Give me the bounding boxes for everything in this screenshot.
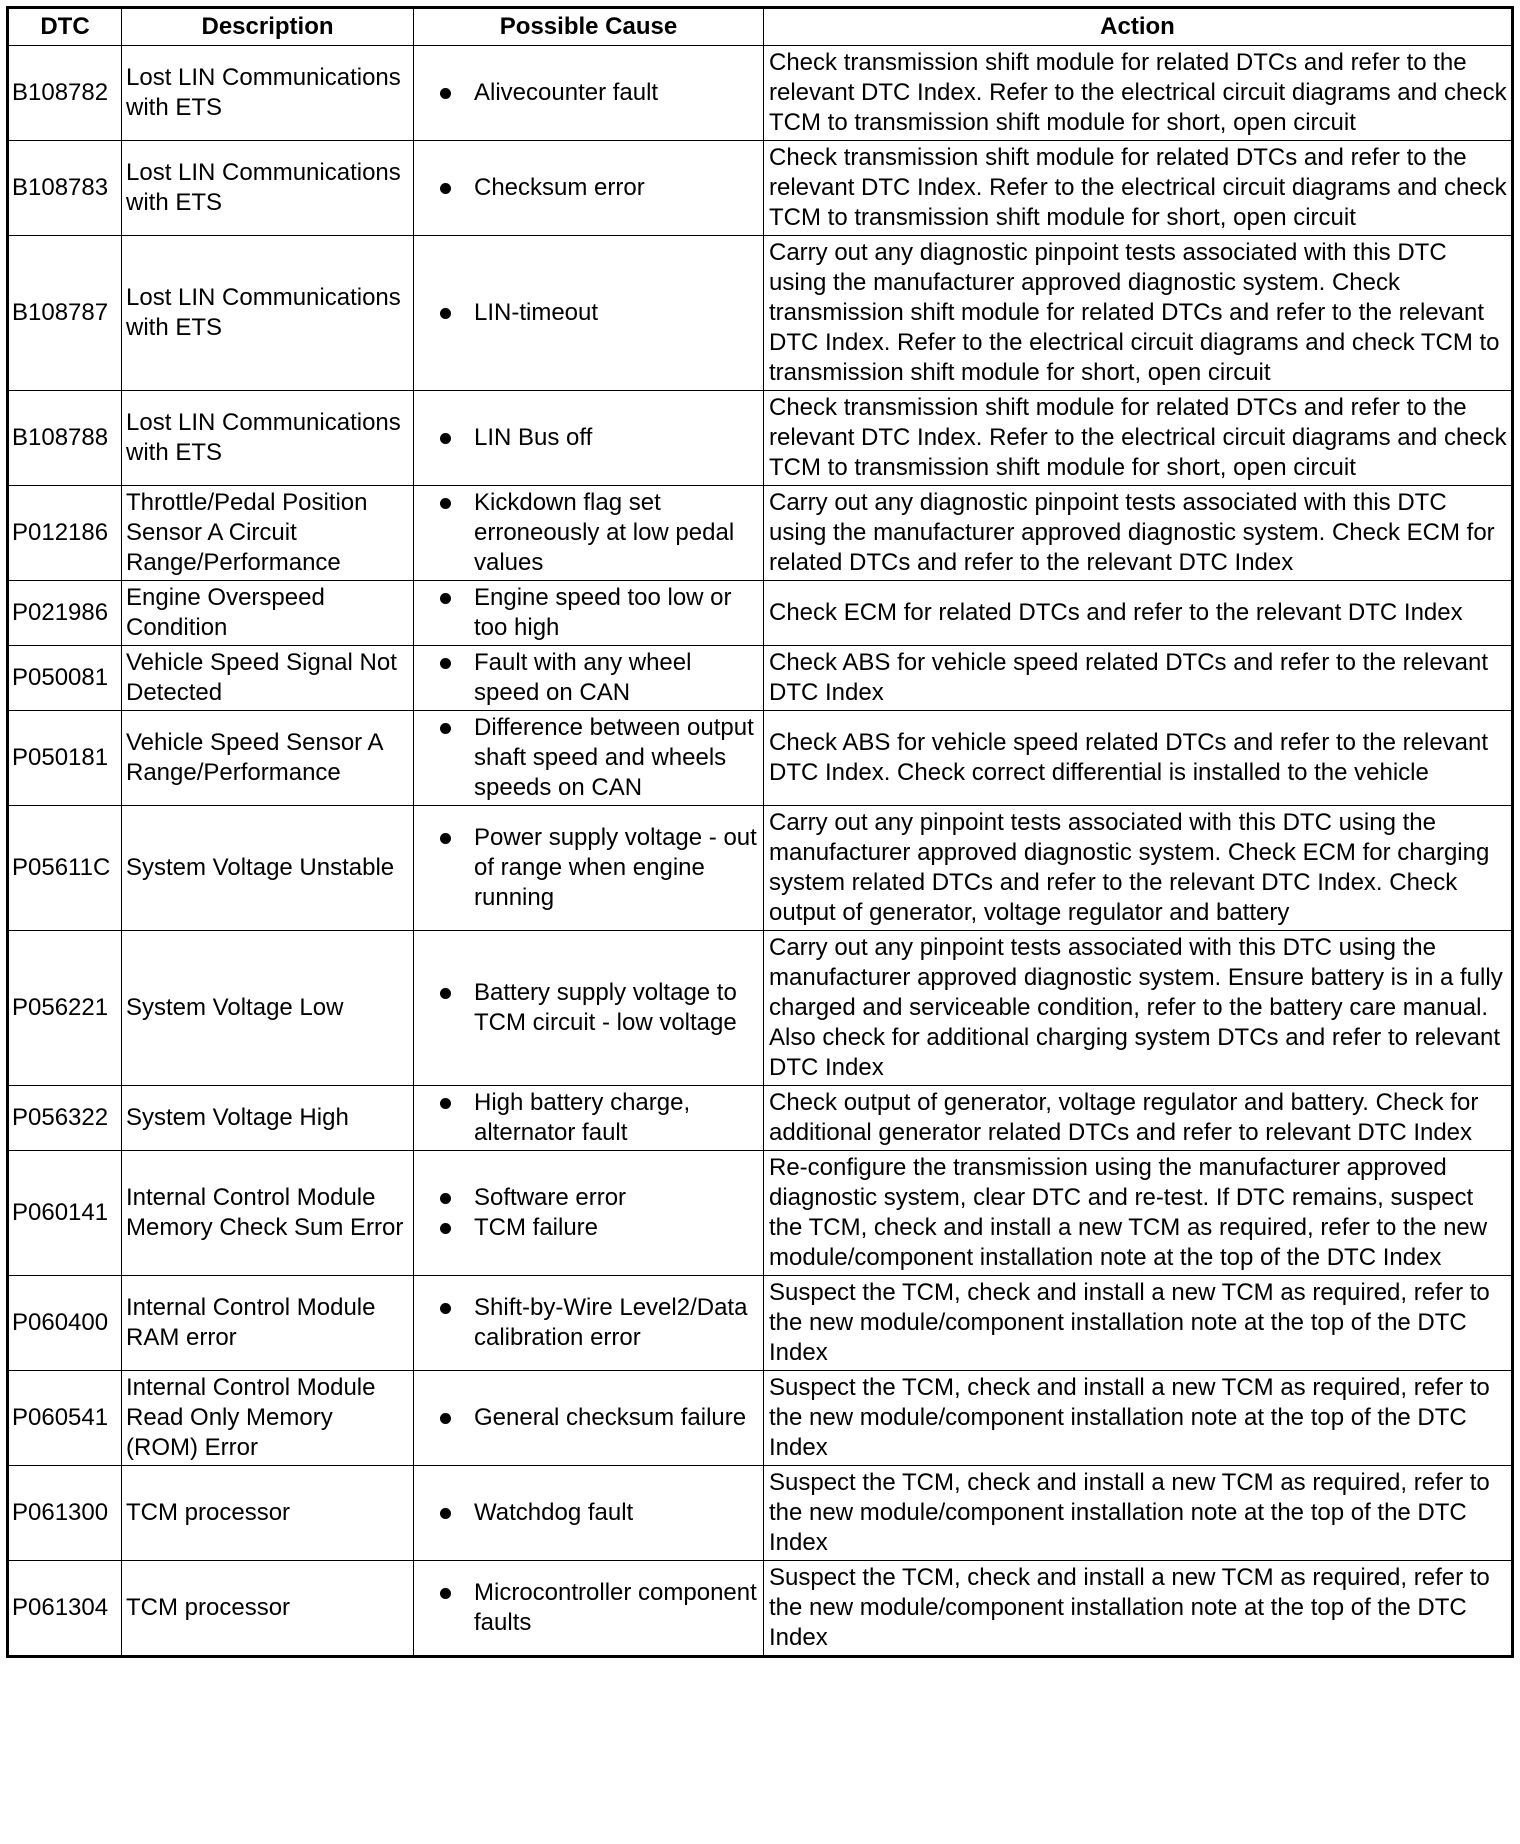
dtc-action: Carry out any pinpoint tests associated with this DTC using the manufacturer approved diagnostic system. Check ECM for charging system related DTCs and refer to the relevant DTC Index. Check output of generator, voltage regulator and battery <box>764 806 1513 931</box>
dtc-description: TCM processor <box>122 1561 414 1657</box>
bullet-icon <box>440 498 451 509</box>
table-row <box>8 391 1513 486</box>
table-row <box>8 1151 1513 1276</box>
dtc-action: Re-configure the transmission using the manufacturer approved diagnostic system, clear DTC and re-test. If DTC remains, suspect the TCM, check and install a new TCM as required, refer to the new module/component installation note at the top of the DTC Index <box>764 1151 1513 1276</box>
possible-cause-list <box>418 1293 759 1353</box>
possible-cause-list <box>418 978 759 1038</box>
table-row <box>8 46 1513 141</box>
possible-cause-text: TCM failure <box>474 1214 599 1241</box>
possible-cause-list <box>418 648 759 708</box>
dtc-action: Check transmission shift module for related DTCs and refer to the relevant DTC Index. Refer to the electrical circuit diagrams and check TCM to transmission shift module for short, open circuit <box>764 391 1513 486</box>
dtc-action: Suspect the TCM, check and install a new TCM as required, refer to the new module/component installation note at the top of the DTC Index <box>764 1371 1513 1466</box>
dtc-action: Check transmission shift module for related DTCs and refer to the relevant DTC Index. Refer to the electrical circuit diagrams and check TCM to transmission shift module for short, open circuit <box>764 141 1513 236</box>
dtc-code: P060141 <box>8 1151 122 1276</box>
possible-cause-text: Fault with any wheel speed on CAN <box>474 649 692 706</box>
bullet-icon <box>440 723 451 734</box>
bullet-icon <box>440 308 451 319</box>
possible-cause-cell <box>414 581 764 646</box>
dtc-code: P061304 <box>8 1561 122 1657</box>
dtc-description: Lost LIN Communications with ETS <box>122 141 414 236</box>
dtc-code: B108788 <box>8 391 122 486</box>
dtc-description: TCM processor <box>122 1466 414 1561</box>
possible-cause-cell <box>414 1276 764 1371</box>
possible-cause-list <box>418 1088 759 1148</box>
possible-cause-list <box>418 423 759 453</box>
table-row <box>8 1276 1513 1371</box>
possible-cause-list <box>418 488 759 578</box>
dtc-description: Lost LIN Communications with ETS <box>122 46 414 141</box>
table-row <box>8 141 1513 236</box>
dtc-code: P012186 <box>8 486 122 581</box>
dtc-action: Check ABS for vehicle speed related DTCs and refer to the relevant DTC Index <box>764 646 1513 711</box>
possible-cause-item <box>440 78 759 108</box>
dtc-action: Check output of generator, voltage regulator and battery. Check for additional generator related DTCs and refer to relevant DTC Index <box>764 1086 1513 1151</box>
possible-cause-list <box>418 173 759 203</box>
possible-cause-list <box>418 1183 759 1243</box>
bullet-icon <box>440 1413 451 1424</box>
table-row <box>8 711 1513 806</box>
possible-cause-text: Battery supply voltage to TCM circuit - low voltage <box>474 979 737 1036</box>
possible-cause-item <box>440 583 759 643</box>
possible-cause-cell <box>414 141 764 236</box>
dtc-action: Check ABS for vehicle speed related DTCs and refer to the relevant DTC Index. Check correct differential is installed to the vehicle <box>764 711 1513 806</box>
possible-cause-cell <box>414 931 764 1086</box>
possible-cause-cell <box>414 711 764 806</box>
dtc-action: Carry out any diagnostic pinpoint tests associated with this DTC using the manufacturer approved diagnostic system. Check transmission shift module for related DTCs and refer to the relevant DTC Index. Refer to the electrical circuit diagrams and check TCM to transmission shift module for short, open circuit <box>764 236 1513 391</box>
dtc-document <box>6 6 1511 1658</box>
possible-cause-cell <box>414 806 764 931</box>
dtc-description: System Voltage High <box>122 1086 414 1151</box>
dtc-description: Lost LIN Communications with ETS <box>122 236 414 391</box>
possible-cause-list <box>418 298 759 328</box>
possible-cause-text: Software error <box>474 1184 627 1211</box>
possible-cause-item <box>440 173 759 203</box>
possible-cause-text: General checksum failure <box>474 1404 747 1431</box>
dtc-code: P05611C <box>8 806 122 931</box>
bullet-icon <box>440 88 451 99</box>
possible-cause-cell <box>414 1466 764 1561</box>
possible-cause-cell <box>414 1086 764 1151</box>
dtc-code: P021986 <box>8 581 122 646</box>
table-row <box>8 931 1513 1086</box>
table-row <box>8 581 1513 646</box>
possible-cause-list <box>418 823 759 913</box>
dtc-code: B108782 <box>8 46 122 141</box>
possible-cause-text: Difference between output shaft speed and wheels speeds on CAN <box>474 714 754 801</box>
table-body <box>8 46 1513 1657</box>
possible-cause-list <box>418 583 759 643</box>
possible-cause-text: Power supply voltage - out of range when engine running <box>474 824 757 911</box>
possible-cause-item <box>440 1183 759 1213</box>
dtc-table <box>6 6 1514 1658</box>
possible-cause-text: Alivecounter fault <box>474 79 659 106</box>
header-dtc: DTC <box>8 8 122 46</box>
bullet-icon <box>440 1303 451 1314</box>
possible-cause-item <box>440 488 759 578</box>
possible-cause-text: Watchdog fault <box>474 1499 634 1526</box>
possible-cause-text: Checksum error <box>474 174 645 201</box>
possible-cause-item <box>440 648 759 708</box>
dtc-description: System Voltage Low <box>122 931 414 1086</box>
dtc-code: P050081 <box>8 646 122 711</box>
possible-cause-item <box>440 713 759 803</box>
possible-cause-item <box>440 1088 759 1148</box>
table-row <box>8 806 1513 931</box>
possible-cause-item <box>440 1498 759 1528</box>
possible-cause-item <box>440 978 759 1038</box>
bullet-icon <box>440 1508 451 1519</box>
possible-cause-text: Kickdown flag set erroneously at low pedal values <box>474 489 735 576</box>
bullet-icon <box>440 1588 451 1599</box>
possible-cause-text: High battery charge, alternator fault <box>474 1089 691 1146</box>
possible-cause-text: LIN Bus off <box>474 424 593 451</box>
possible-cause-list <box>418 713 759 803</box>
bullet-icon <box>440 1098 451 1109</box>
bullet-icon <box>440 1223 451 1234</box>
dtc-description: Internal Control Module Read Only Memory (ROM) Error <box>122 1371 414 1466</box>
possible-cause-list <box>418 1498 759 1528</box>
dtc-action: Carry out any diagnostic pinpoint tests associated with this DTC using the manufacturer approved diagnostic system. Check ECM for related DTCs and refer to the relevant DTC Index <box>764 486 1513 581</box>
possible-cause-list <box>418 1578 759 1638</box>
table-row <box>8 486 1513 581</box>
possible-cause-cell <box>414 1371 764 1466</box>
possible-cause-cell <box>414 1561 764 1657</box>
dtc-code: P061300 <box>8 1466 122 1561</box>
dtc-code: B108783 <box>8 141 122 236</box>
dtc-code: P050181 <box>8 711 122 806</box>
table-row <box>8 1086 1513 1151</box>
possible-cause-text: Microcontroller component faults <box>474 1579 757 1636</box>
dtc-action: Carry out any pinpoint tests associated with this DTC using the manufacturer approved diagnostic system. Ensure battery is in a fully charged and serviceable condition, refer to the battery care manual. Also check for additional charging system DTCs and refer to relevant DTC Index <box>764 931 1513 1086</box>
possible-cause-cell <box>414 46 764 141</box>
dtc-description: Internal Control Module Memory Check Sum Error <box>122 1151 414 1276</box>
possible-cause-item <box>440 298 759 328</box>
bullet-icon <box>440 1193 451 1204</box>
table-row <box>8 646 1513 711</box>
bullet-icon <box>440 833 451 844</box>
header-possible-cause: Possible Cause <box>414 8 764 46</box>
table-row <box>8 1466 1513 1561</box>
bullet-icon <box>440 658 451 669</box>
header-description: Description <box>122 8 414 46</box>
possible-cause-text: LIN-timeout <box>474 299 599 326</box>
table-row <box>8 236 1513 391</box>
dtc-action: Suspect the TCM, check and install a new TCM as required, refer to the new module/component installation note at the top of the DTC Index <box>764 1466 1513 1561</box>
dtc-code: P056221 <box>8 931 122 1086</box>
bullet-icon <box>440 988 451 999</box>
possible-cause-item <box>440 823 759 913</box>
table-row <box>8 1561 1513 1657</box>
dtc-action: Check transmission shift module for related DTCs and refer to the relevant DTC Index. Refer to the electrical circuit diagrams and check TCM to transmission shift module for short, open circuit <box>764 46 1513 141</box>
dtc-description: Engine Overspeed Condition <box>122 581 414 646</box>
possible-cause-text: Shift-by-Wire Level2/Data calibration error <box>474 1294 748 1351</box>
possible-cause-cell <box>414 236 764 391</box>
possible-cause-item <box>440 423 759 453</box>
dtc-code: P060541 <box>8 1371 122 1466</box>
dtc-code: P060400 <box>8 1276 122 1371</box>
possible-cause-cell <box>414 391 764 486</box>
possible-cause-item <box>440 1293 759 1353</box>
possible-cause-cell <box>414 1151 764 1276</box>
possible-cause-text: Engine speed too low or too high <box>474 584 732 641</box>
dtc-description: Throttle/Pedal Position Sensor A Circuit Range/Performance <box>122 486 414 581</box>
header-action: Action <box>764 8 1513 46</box>
dtc-code: B108787 <box>8 236 122 391</box>
dtc-description: Vehicle Speed Signal Not Detected <box>122 646 414 711</box>
table-row <box>8 1371 1513 1466</box>
possible-cause-list <box>418 1403 759 1433</box>
dtc-description: Vehicle Speed Sensor A Range/Performance <box>122 711 414 806</box>
dtc-description: Internal Control Module RAM error <box>122 1276 414 1371</box>
possible-cause-list <box>418 78 759 108</box>
bullet-icon <box>440 433 451 444</box>
possible-cause-cell <box>414 486 764 581</box>
dtc-action: Check ECM for related DTCs and refer to the relevant DTC Index <box>764 581 1513 646</box>
dtc-action: Suspect the TCM, check and install a new TCM as required, refer to the new module/component installation note at the top of the DTC Index <box>764 1276 1513 1371</box>
dtc-description: System Voltage Unstable <box>122 806 414 931</box>
dtc-action: Suspect the TCM, check and install a new TCM as required, refer to the new module/component installation note at the top of the DTC Index <box>764 1561 1513 1657</box>
possible-cause-item <box>440 1578 759 1638</box>
bullet-icon <box>440 593 451 604</box>
possible-cause-item <box>440 1403 759 1433</box>
dtc-description: Lost LIN Communications with ETS <box>122 391 414 486</box>
possible-cause-cell <box>414 646 764 711</box>
dtc-code: P056322 <box>8 1086 122 1151</box>
table-header-row <box>8 8 1513 46</box>
possible-cause-item <box>440 1213 759 1243</box>
bullet-icon <box>440 183 451 194</box>
